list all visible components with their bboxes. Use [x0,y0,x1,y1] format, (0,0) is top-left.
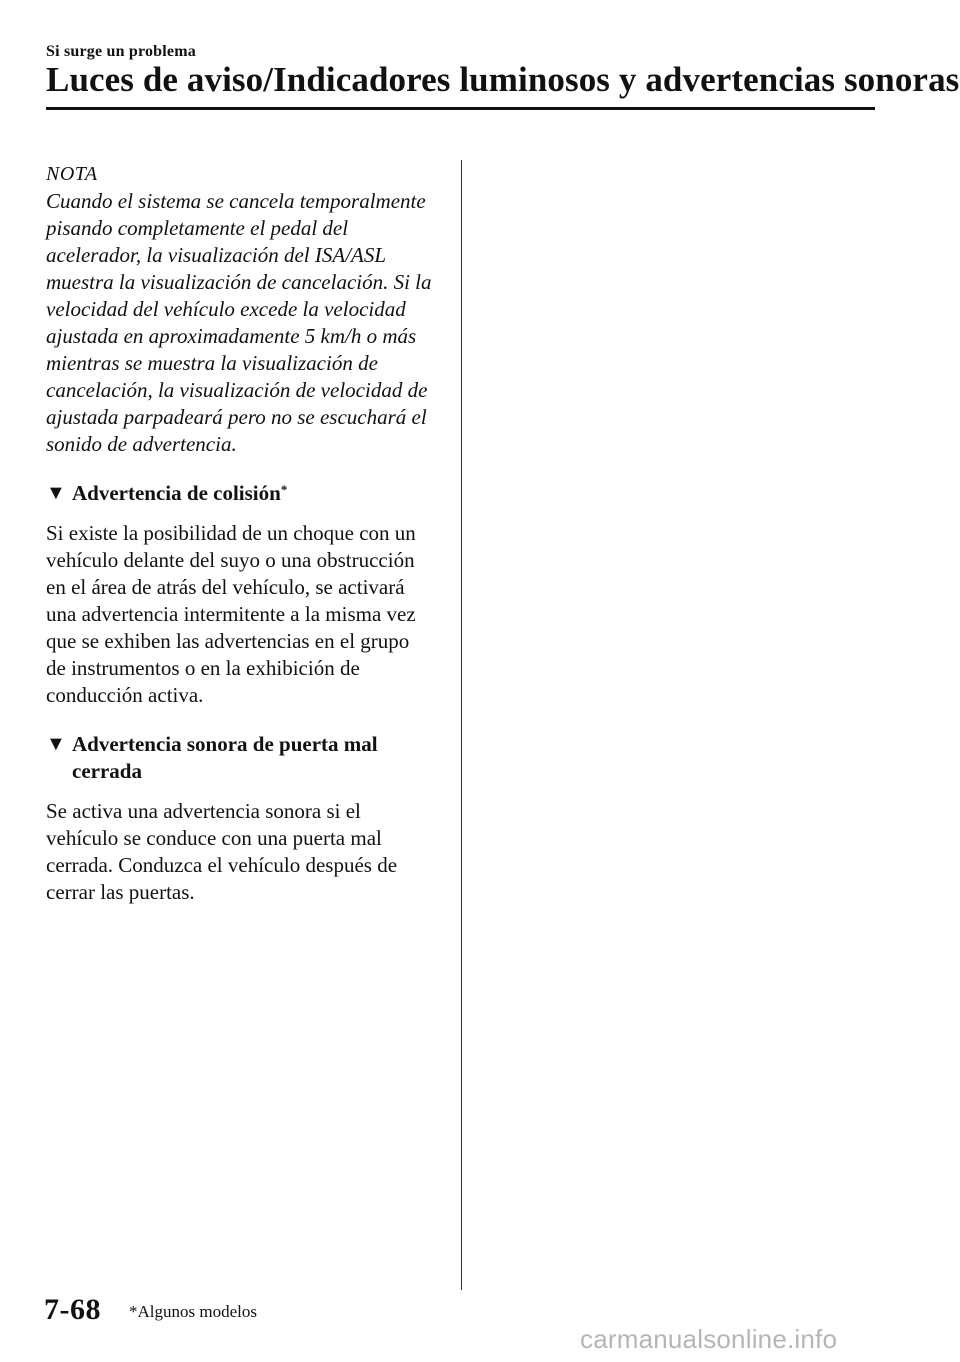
triangle-down-icon: ▼ [46,733,66,755]
door-ajar-warning-body: Se activa una advertencia sonora si el vehículo se conduce con una puerta mal cerrada. Conduzca el vehículo después de cerrar las puertas. [46,799,398,904]
heading-door-ajar-warning-text: Advertencia sonora de puerta mal cerrada [72,732,378,783]
column-divider [461,160,462,1290]
watermark[interactable]: carmanualsonline.info [580,1324,838,1354]
heading-door-ajar-warning [46,731,452,785]
title-divider [46,107,875,110]
heading-collision-warning-text: Advertencia de colisión [72,481,281,505]
page-title: Luces de aviso/Indicadores luminosos y advertencias sonoras [46,60,960,99]
footnote-asterisk: * [280,482,288,497]
footnote-some-models: *Algunos modelos [129,1302,257,1321]
triangle-down-icon: ▼ [46,482,66,504]
heading-collision-warning [46,480,452,507]
note-label: NOTA [46,163,98,185]
section-label: Si surge un problema [46,43,196,60]
page-number: 7-68 [44,1293,101,1326]
left-column [46,161,446,906]
note-text: Cuando el sistema se cancela temporalmente pisando completamente el pedal del acelerador, la visualización del ISA/ASL muestra la visualización de cancelación. Si la velocidad del vehículo excede la velocidad ajustada en aproximadamente 5 km/h o más mientras se muestra la visualización de cancelación, la visualización de velocidad de ajustada parpadeará pero no se escuchará el sonido de advertencia. [46,189,432,456]
collision-warning-body: Si existe la posibilidad de un choque con un vehículo delante del suyo o una obstrucción en el área de atrás del vehículo, se activará una advertencia intermitente a la misma vez que se exhiben las advertencias en el grupo de instrumentos o en la exhibición de conducción activa. [46,521,416,707]
